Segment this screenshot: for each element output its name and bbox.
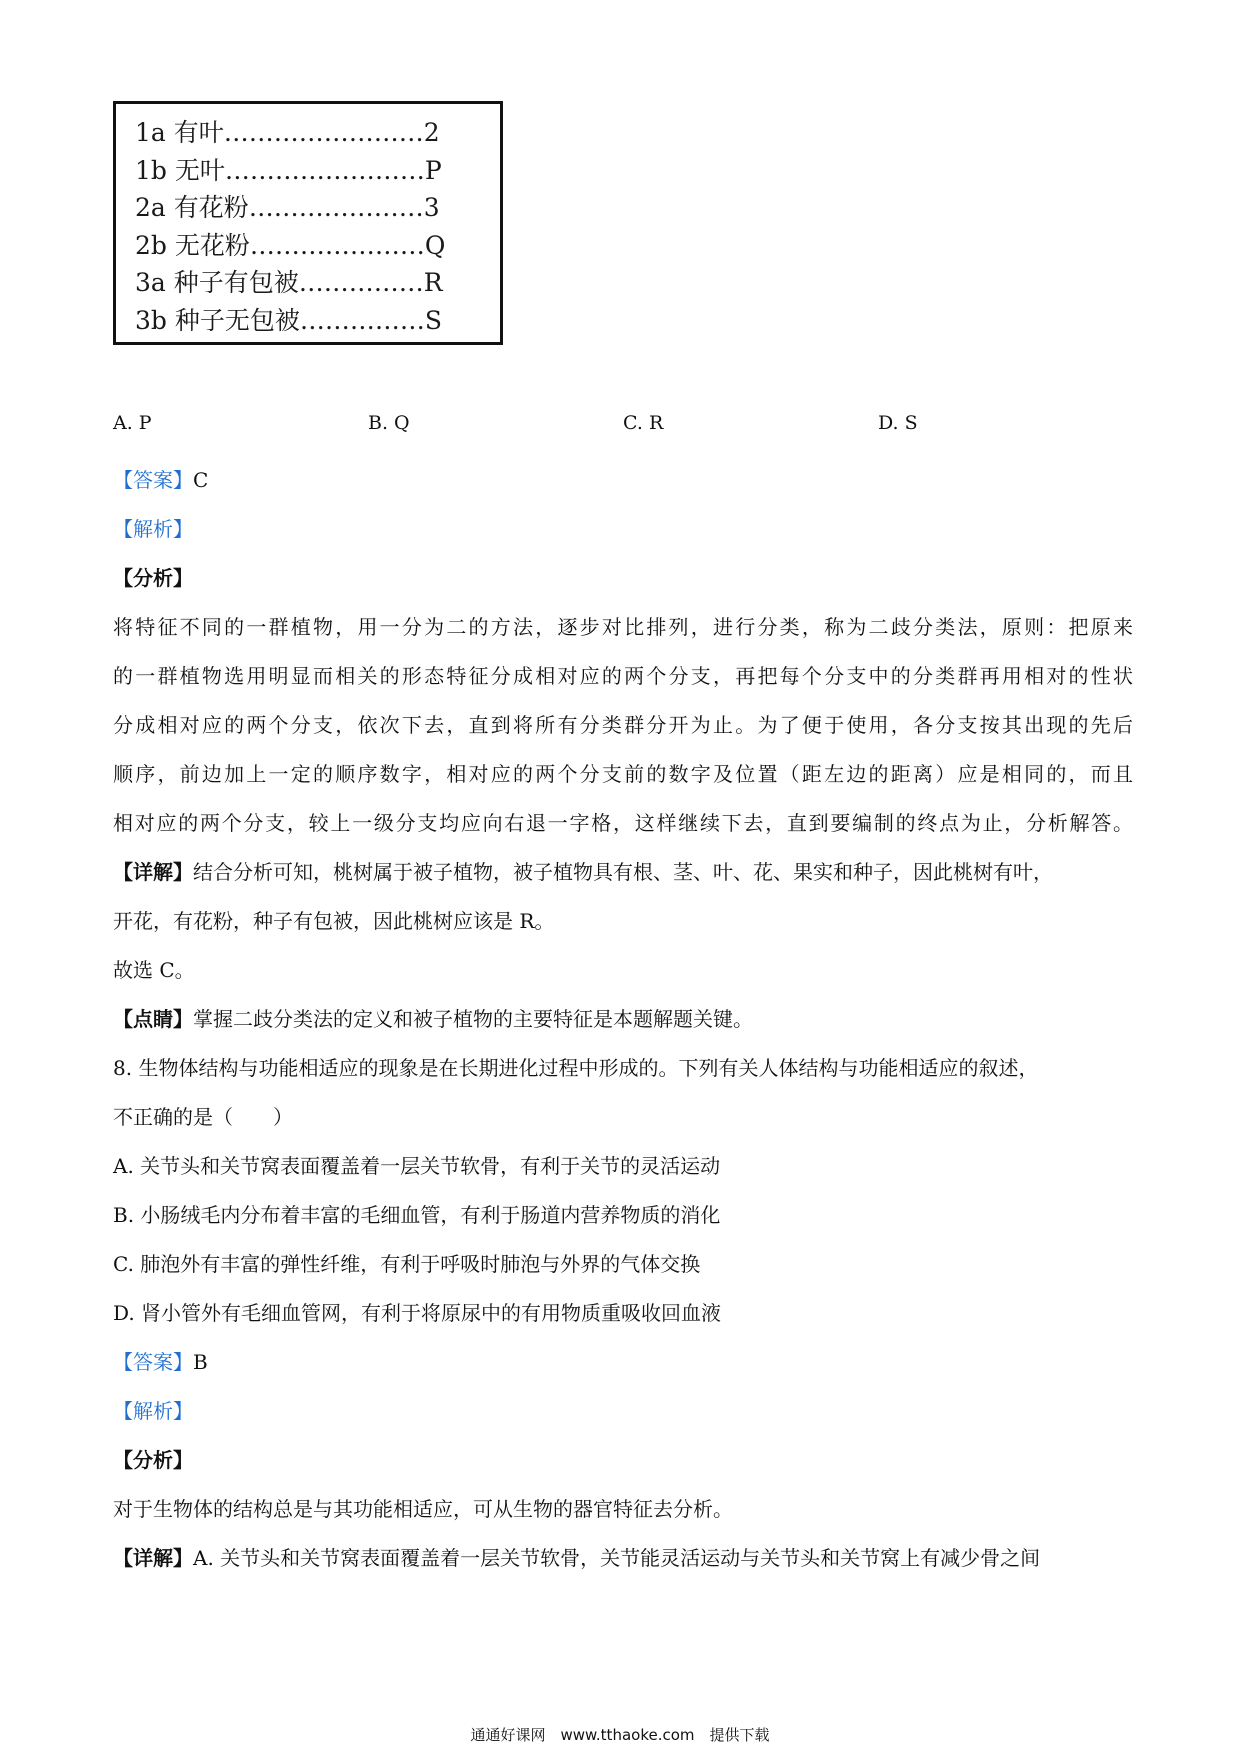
analysis-label: 【解析】 — [113, 1399, 193, 1423]
q8-stem-cont: 不正确的是（ ） — [113, 1105, 293, 1129]
q7-fenxi-line: 分成相对应的两个分支，依次下去，直到将所有分类群分开为止。为了便于使用，各分支按其出现的先后 — [113, 713, 1133, 737]
q7-fenxi-line: 相对应的两个分支，较上一级分支均应向右退一字格，这样继续下去，直到要编制的终点为止，分析解答。 — [113, 811, 1133, 835]
detail-label: 【详解】 — [113, 860, 193, 884]
fenxi-label: 【分析】 — [113, 1448, 193, 1472]
dianjing-label: 【点睛】 — [113, 1007, 193, 1031]
q7-option-d: D. S — [878, 412, 918, 434]
q8-option-a: A. 关节头和关节窝表面覆盖着一层关节软骨，有利于关节的灵活运动 — [113, 1154, 721, 1178]
key-row: 2b 无花粉…………………Q — [135, 230, 446, 260]
key-row: 3b 种子无包被……………S — [135, 305, 442, 335]
q7-option-a: A. P — [113, 412, 152, 434]
q7-answer — [113, 456, 1133, 505]
q8-stem: 8. 生物体结构与功能相适应的现象是在长期进化过程中形成的。下列有关人体结构与功能相适应的叙述， — [113, 1056, 1039, 1080]
main-content — [113, 456, 1133, 1583]
q7-analysis-heading — [113, 505, 1133, 554]
key-row: 3a 种子有包被……………R — [135, 268, 443, 297]
key-row: 1b 无叶……………………P — [135, 155, 442, 185]
q7-fenxi-heading — [113, 554, 1133, 603]
page-footer: 通通好课网 www.tthaoke.com 提供下载 — [470, 1726, 770, 1744]
q7-options — [0, 412, 1240, 444]
q7-detail-cont: 开花，有花粉，种子有包被，因此桃树应该是 R。 — [113, 909, 555, 933]
q7-dianjing — [113, 995, 1133, 1044]
dichotomous-key-table — [113, 101, 503, 345]
q7-fenxi-line: 将特征不同的一群植物，用一分为二的方法，逐步对比排列，进行分类，称为二歧分类法，原则：把原来 — [113, 615, 1133, 639]
q8-option-c: C. 肺泡外有丰富的弹性纤维，有利于呼吸时肺泡与外界的气体交换 — [113, 1252, 701, 1276]
detail-text: A. 关节头和关节窝表面覆盖着一层关节软骨，关节能灵活运动与关节头和关节窝上有减少骨之间 — [193, 1546, 1041, 1570]
key-row: 1a 有叶……………………2 — [135, 118, 440, 147]
q8-fenxi-text: 对于生物体的结构总是与其功能相适应，可从生物的器官特征去分析。 — [113, 1497, 733, 1521]
answer-value: C — [193, 468, 209, 492]
q8-option-d: D. 肾小管外有毛细血管网，有利于将原尿中的有用物质重吸收回血液 — [113, 1301, 722, 1325]
q8-analysis-heading — [113, 1387, 1133, 1436]
q7-option-c: C. R — [623, 412, 664, 434]
q8-answer — [113, 1338, 1133, 1387]
q7-detail — [113, 848, 1133, 897]
detail-label: 【详解】 — [113, 1546, 193, 1570]
detail-text: 结合分析可知，桃树属于被子植物，被子植物具有根、茎、叶、花、果实和种子，因此桃树有叶， — [193, 860, 1053, 884]
fenxi-label: 【分析】 — [113, 566, 193, 590]
q7-option-b: B. Q — [368, 412, 410, 434]
answer-value: B — [193, 1350, 208, 1374]
q7-fenxi-line: 的一群植物选用明显而相关的形态特征分成相对应的两个分支，再把每个分支中的分类群再用相对的性状 — [113, 664, 1133, 688]
q8-detail — [113, 1534, 1133, 1583]
answer-label: 【答案】 — [113, 468, 193, 492]
q7-choose: 故选 C。 — [113, 958, 195, 982]
dianjing-text: 掌握二歧分类法的定义和被子植物的主要特征是本题解题关键。 — [193, 1007, 753, 1031]
key-row: 2a 有花粉…………………3 — [135, 193, 440, 222]
answer-label: 【答案】 — [113, 1350, 193, 1374]
q8-fenxi-heading — [113, 1436, 1133, 1485]
analysis-label: 【解析】 — [113, 517, 193, 541]
q7-fenxi-line: 顺序，前边加上一定的顺序数字，相对应的两个分支前的数字及位置（距左边的距离）应是相同的，而且 — [113, 762, 1133, 786]
q8-option-b: B. 小肠绒毛内分布着丰富的毛细血管，有利于肠道内营养物质的消化 — [113, 1203, 721, 1227]
